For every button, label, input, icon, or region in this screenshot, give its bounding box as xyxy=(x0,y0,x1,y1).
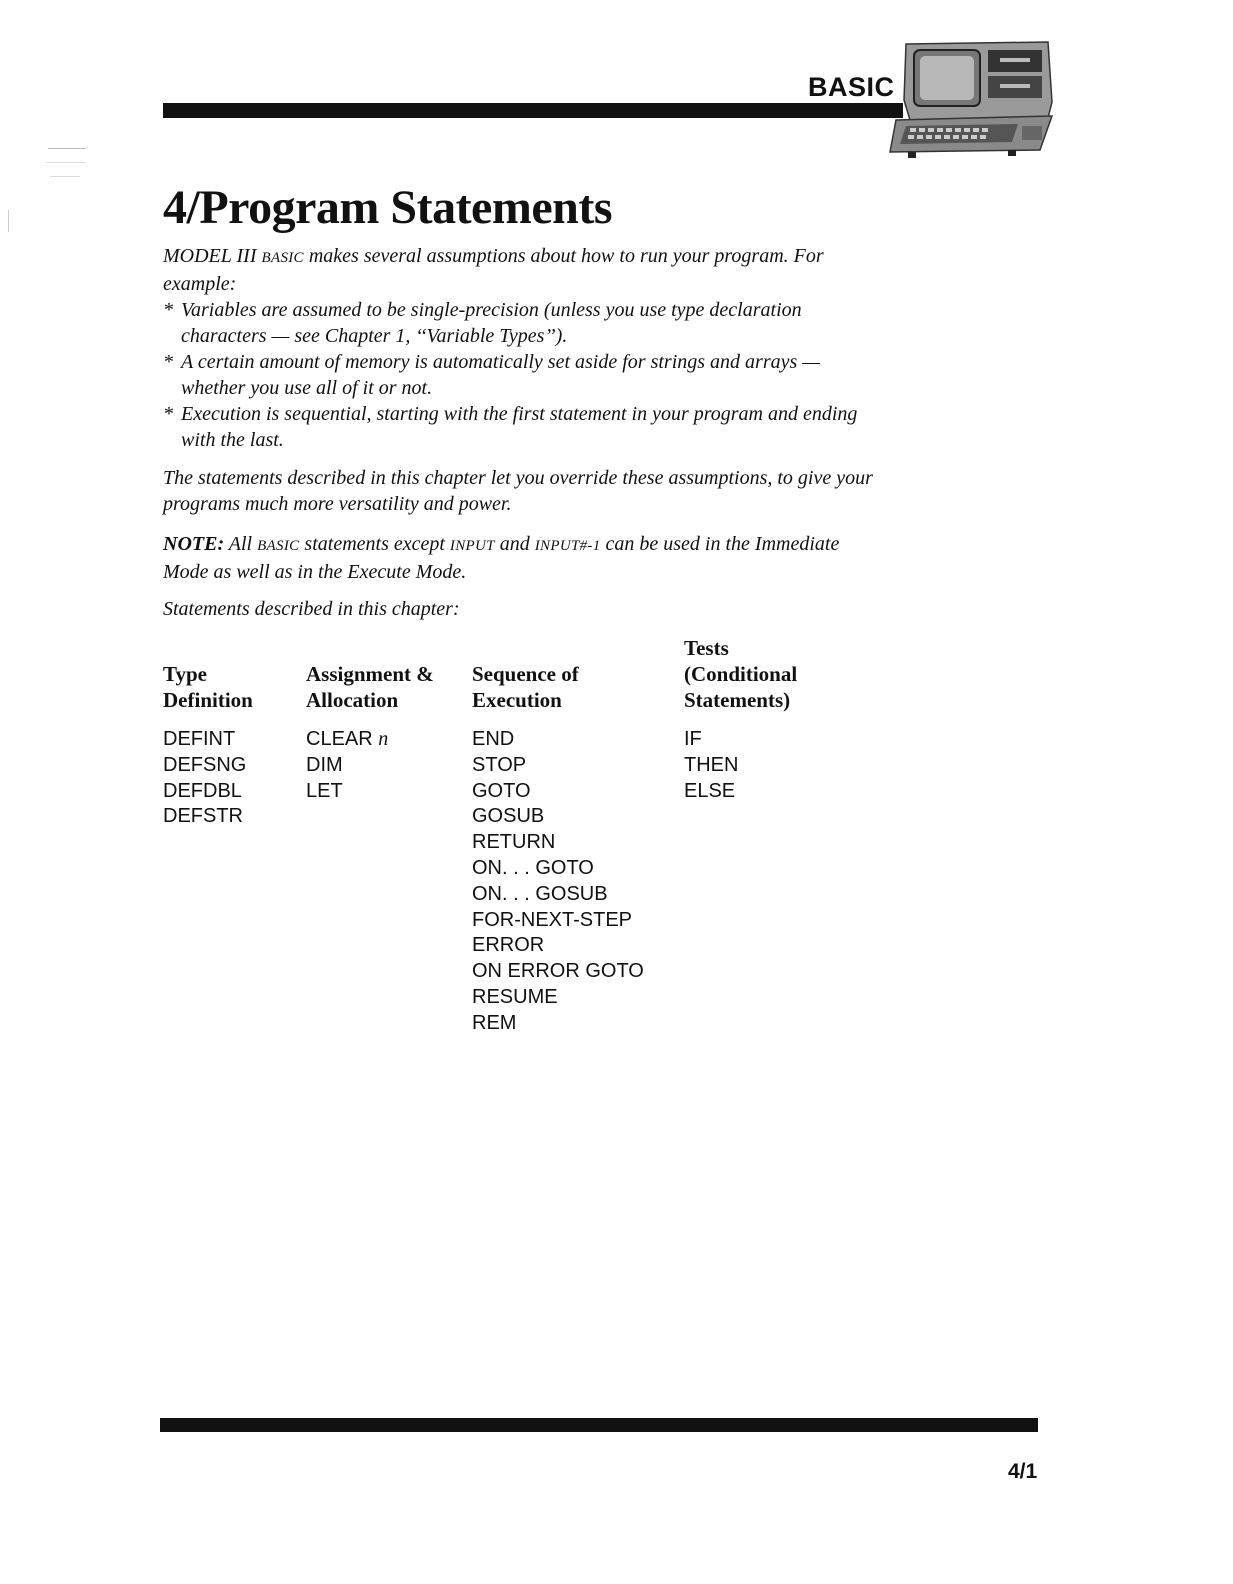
list-item: CLEAR n xyxy=(306,728,389,750)
column-type-definition xyxy=(163,635,253,830)
scan-artifact xyxy=(50,176,80,177)
list-item: IF xyxy=(684,728,702,750)
list-item: FOR-NEXT-STEP xyxy=(472,908,633,931)
basic-term: BASIC xyxy=(261,250,304,266)
statement-list xyxy=(163,727,253,830)
scan-artifact xyxy=(46,162,86,163)
statement-list xyxy=(472,727,644,1037)
list-item: REM xyxy=(472,1011,517,1034)
list-item: DIM xyxy=(306,753,343,776)
intro-text: makes several assumptions about how to run your program. For example: xyxy=(163,245,824,295)
list-item: ON. . . GOTO xyxy=(472,856,594,879)
statements-intro: Statements described in this chapter: xyxy=(163,598,460,620)
assumptions-list xyxy=(163,297,883,453)
list-item: GOSUB xyxy=(472,805,545,828)
list-item: ON ERROR GOTO xyxy=(472,960,644,983)
list-item: DEFSNG xyxy=(163,753,247,776)
list-item: STOP xyxy=(472,753,527,776)
column-heading: Tests (Conditional Statements) xyxy=(684,636,798,712)
section-label: BASIC xyxy=(808,72,895,102)
intro-paragraph xyxy=(163,243,883,297)
model-name: MODEL III xyxy=(163,245,257,267)
list-item: LET xyxy=(306,779,343,802)
column-assignment-allocation xyxy=(306,635,434,804)
scan-artifact xyxy=(8,210,9,232)
page-title: 4/Program Statements xyxy=(163,181,612,234)
list-item: * Variables are assumed to be single-precision (unless you use type declaration characters — see Chapter 1, ‘‘Variable Types’’). xyxy=(163,299,802,347)
statement-list xyxy=(684,727,797,804)
column-heading: Type Definition xyxy=(163,662,253,712)
column-heading: Assignment & Allocation xyxy=(306,662,434,712)
trs80-computer-icon xyxy=(888,40,1056,160)
note-label: NOTE: xyxy=(163,533,225,555)
list-item: END xyxy=(472,728,515,750)
header-rule xyxy=(163,103,903,118)
list-item: DEFINT xyxy=(163,728,236,750)
list-item: ON. . . GOSUB xyxy=(472,882,608,905)
list-item: ERROR xyxy=(472,934,545,957)
list-item: DEFDBL xyxy=(163,779,242,802)
column-tests-conditional xyxy=(684,635,797,804)
list-item: RESUME xyxy=(472,985,558,1008)
column-sequence-of-execution xyxy=(472,635,644,1037)
override-paragraph: The statements described in this chapter let you override these assumptions, to give your programs much more versatility and power. xyxy=(163,467,873,515)
list-item: RETURN xyxy=(472,831,556,854)
scan-artifact xyxy=(48,148,86,149)
footer-rule xyxy=(160,1418,1038,1432)
list-item: ELSE xyxy=(684,779,736,802)
list-item: DEFSTR xyxy=(163,805,243,828)
list-item: THEN xyxy=(684,753,739,776)
statement-list xyxy=(306,727,434,804)
list-item: * Execution is sequential, starting with the first statement in your program and ending with the last. xyxy=(163,403,858,451)
page-number: 4/1 xyxy=(1008,1460,1038,1483)
list-item: * A certain amount of memory is automatically set aside for strings and arrays — whether you use all of it or not. xyxy=(163,351,821,399)
note-paragraph: NOTE: All BASIC statements except INPUT and INPUT#-1 can be used in the Immediate Mode as well as in the Execute Mode. xyxy=(163,533,840,583)
column-heading: Sequence of Execution xyxy=(472,662,579,712)
list-item: GOTO xyxy=(472,779,531,802)
